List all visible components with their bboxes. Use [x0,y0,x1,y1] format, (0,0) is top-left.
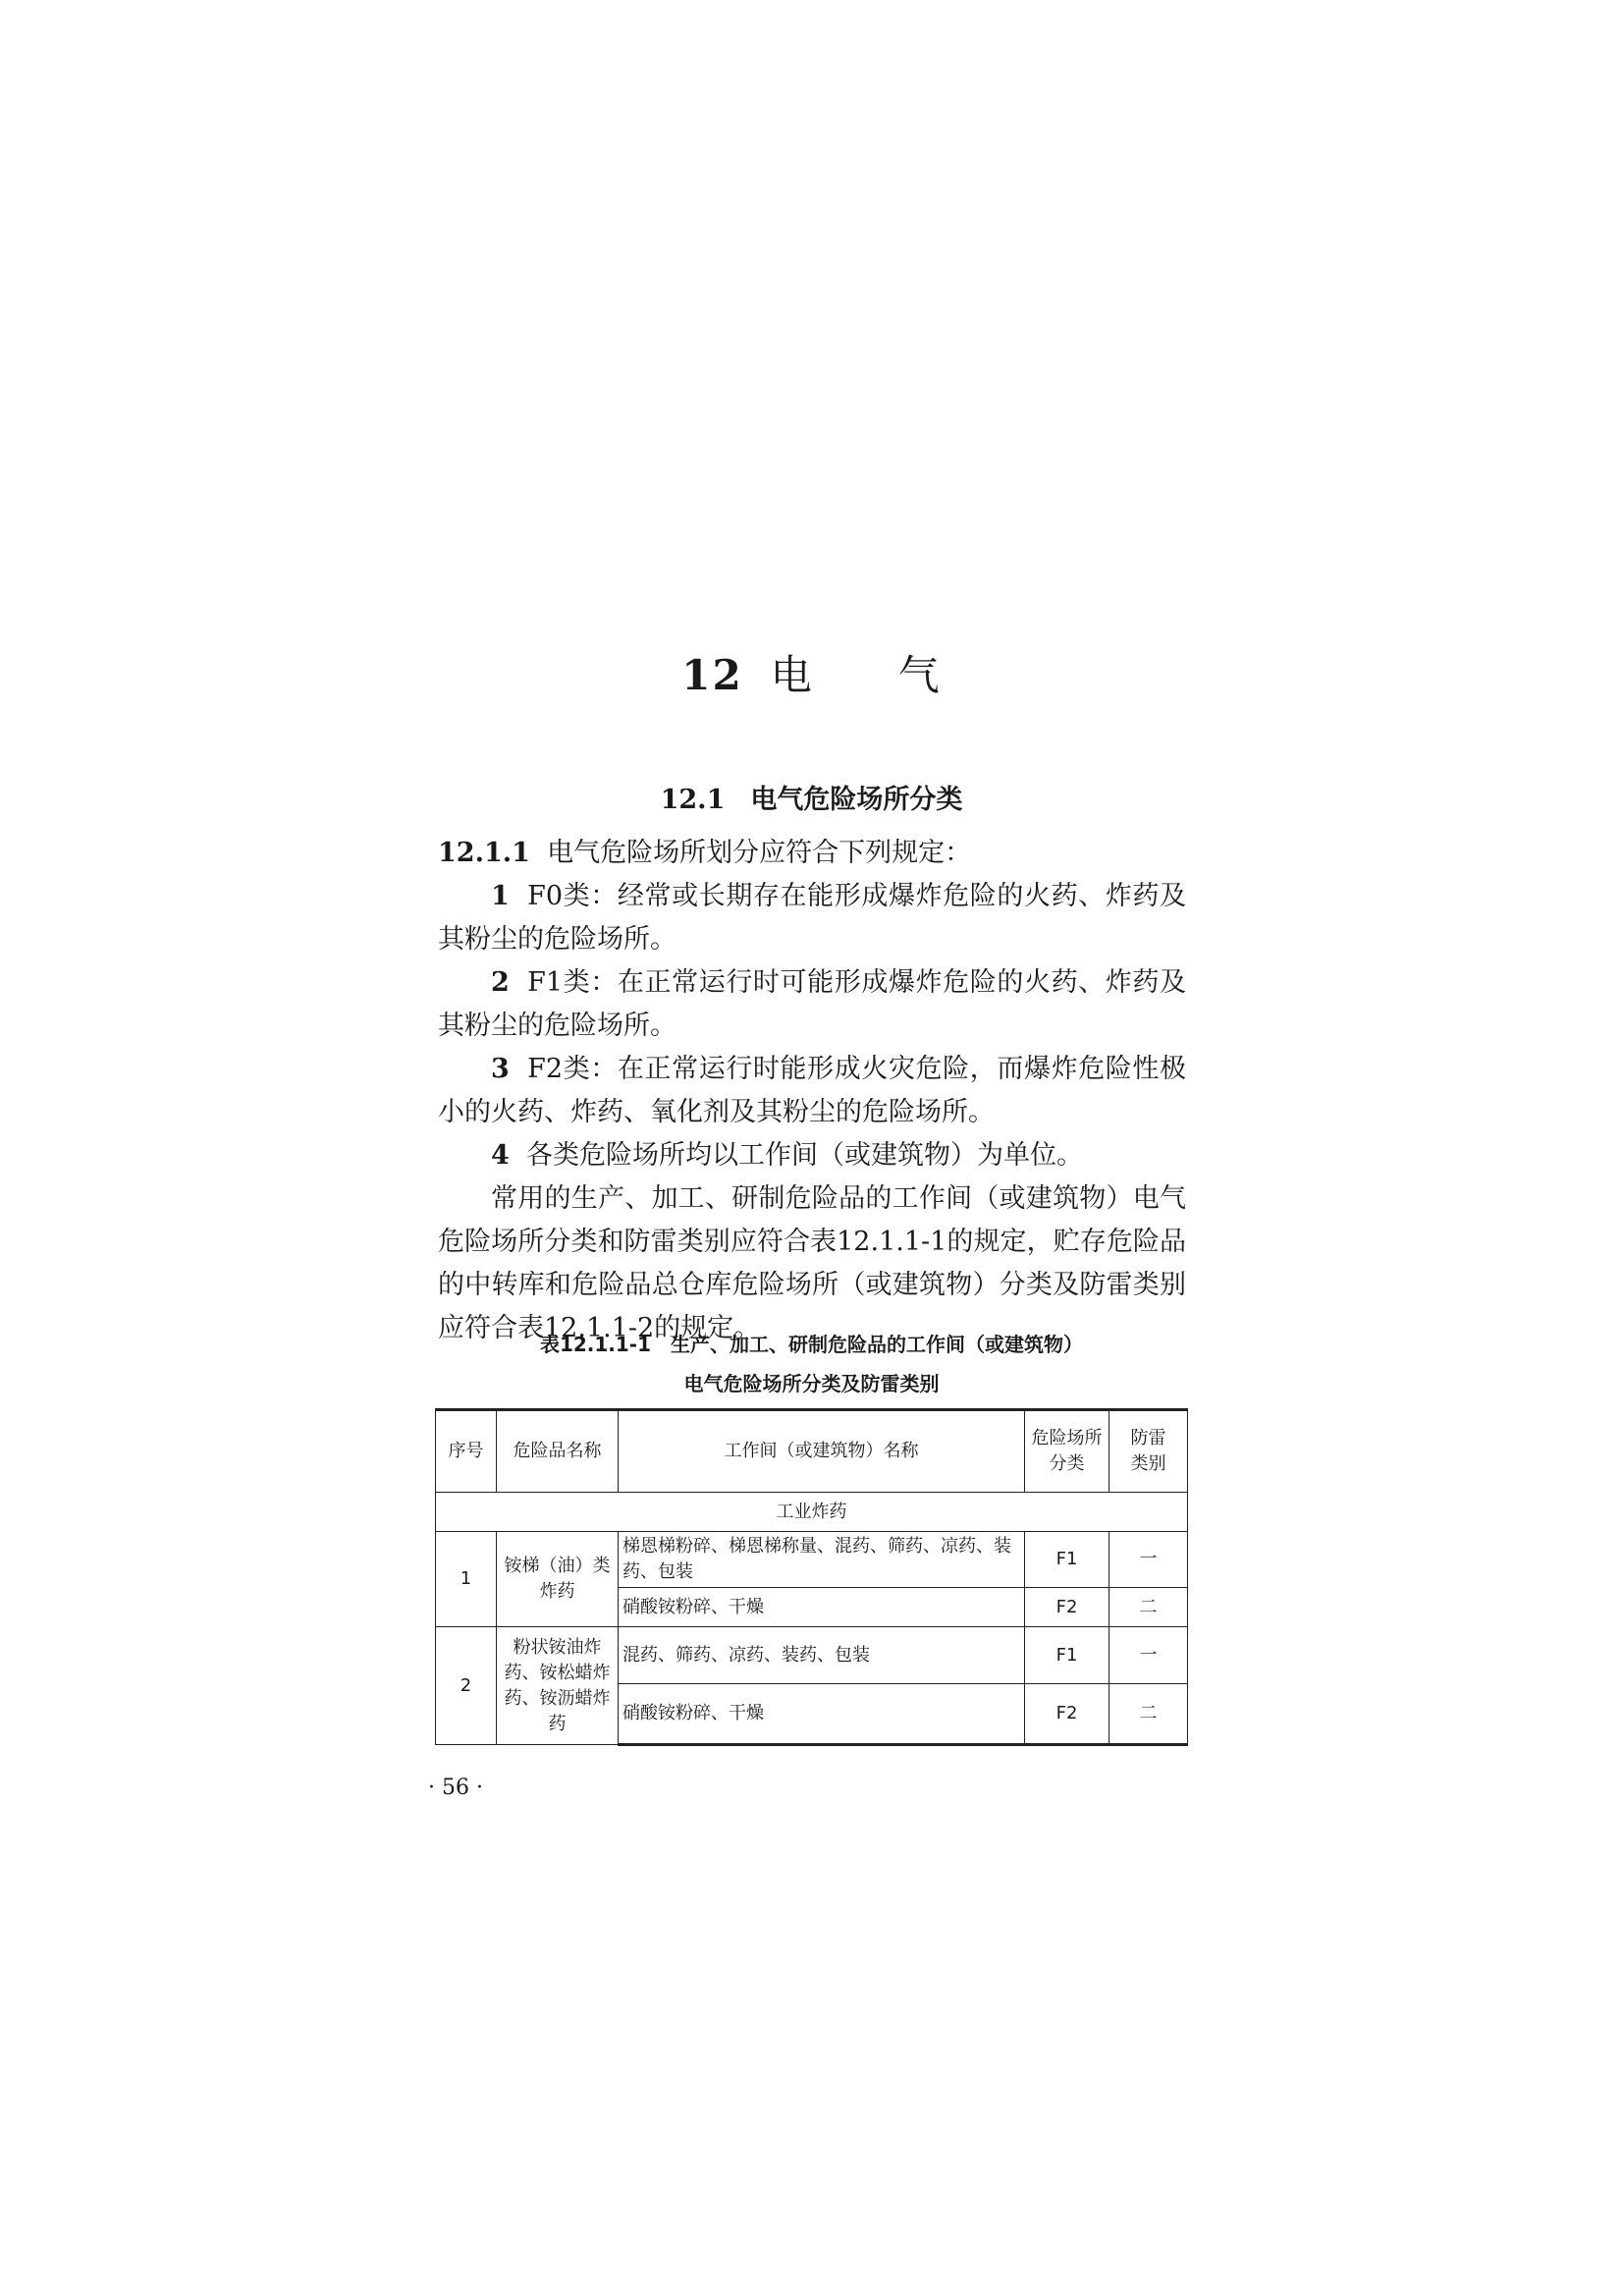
lightning-cell: 一 [1109,1627,1188,1684]
section-title [0,778,1623,816]
name-cell: 粉状铵油炸药、铵松蜡炸药、铵沥蜡炸药 [497,1627,619,1745]
body-paragraph: 常用的生产、加工、研制危险品的工作间（或建筑物）电气危险场所分类和防雷类别应符合表12.1.1-1的规定，贮存危险品的中转库和危险品总仓库危险场所（或建筑物）分类及防雷类别应符合表12.1.1-2的规定。 [438,1183,1186,1343]
clause-text: 电气危险场所划分应符合下列规定： [547,838,972,868]
clause-12-1-1 [438,832,1186,875]
list-item [438,1134,1186,1177]
seq-cell: 2 [436,1627,497,1745]
room-cell: 梯恩梯粉碎、梯恩梯称量、混药、筛药、凉药、装药、包装 [619,1532,1025,1588]
list-item-number: 4 [491,1140,510,1171]
table-header-row [436,1410,1188,1493]
list-item-text: F2类：在正常运行时能形成火灾危险，而爆炸危险性极小的火药、炸药、氧化剂及其粉尘的危险场所。 [438,1054,1186,1127]
header-lightning-line-1: 防雷 [1130,1428,1166,1449]
list-item-text: F1类：在正常运行时可能形成爆炸危险的火药、炸药及其粉尘的危险场所。 [438,967,1186,1041]
name-cell: 铵梯（油）类炸药 [497,1532,619,1627]
lightning-cell: 二 [1109,1684,1188,1745]
hazard-classification-table [435,1408,1188,1746]
header-class-line-1: 危险场所 [1031,1428,1103,1449]
page-number: · 56 · [428,1776,483,1800]
list-item-number: 2 [491,967,510,998]
class-cell: F1 [1025,1532,1109,1588]
lightning-cell: 一 [1109,1532,1188,1588]
seq-cell: 1 [436,1532,497,1627]
section-title-text: 电气危险场所分类 [750,785,963,815]
body-text [438,832,1186,1350]
room-cell: 硝酸铵粉碎、干燥 [619,1684,1025,1745]
header-lightning [1109,1410,1188,1493]
header-lightning-line-2: 类别 [1130,1453,1166,1474]
chapter-title [0,643,1623,702]
section-number: 12.1 [660,785,726,815]
table-caption-line-1: 表12.1.1-1 生产、加工、研制危险品的工作间（或建筑物） [539,1333,1084,1356]
room-cell: 硝酸铵粉碎、干燥 [619,1588,1025,1627]
chapter-title-char-1: 电 [770,651,814,699]
table-row [436,1532,1188,1588]
header-seq: 序号 [436,1410,497,1493]
class-cell: F2 [1025,1588,1109,1627]
list-item [438,961,1186,1048]
lightning-cell: 二 [1109,1588,1188,1627]
class-cell: F2 [1025,1684,1109,1745]
list-item-text: 各类危险场所均以工作间（或建筑物）为单位。 [525,1140,1083,1171]
table-category-row [436,1493,1188,1532]
list-item-text: F0类：经常或长期存在能形成爆炸危险的火药、炸药及其粉尘的危险场所。 [438,881,1186,955]
list-item [438,1048,1186,1134]
category-cell: 工业炸药 [436,1493,1188,1532]
room-cell: 混药、筛药、凉药、装药、包装 [619,1627,1025,1684]
class-cell: F1 [1025,1627,1109,1684]
clause-number: 12.1.1 [438,838,530,868]
header-class-line-2: 分类 [1049,1453,1085,1474]
table-caption-line-2: 电气危险场所分类及防雷类别 [683,1372,940,1395]
header-name: 危险品名称 [497,1410,619,1493]
list-item-number: 3 [491,1054,510,1084]
table-row [436,1627,1188,1684]
header-class [1025,1410,1109,1493]
chapter-title-char-2: 气 [897,651,942,699]
list-item-number: 1 [491,881,510,911]
header-room: 工作间（或建筑物）名称 [619,1410,1025,1493]
chapter-number: 12 [681,651,743,699]
list-item [438,875,1186,961]
